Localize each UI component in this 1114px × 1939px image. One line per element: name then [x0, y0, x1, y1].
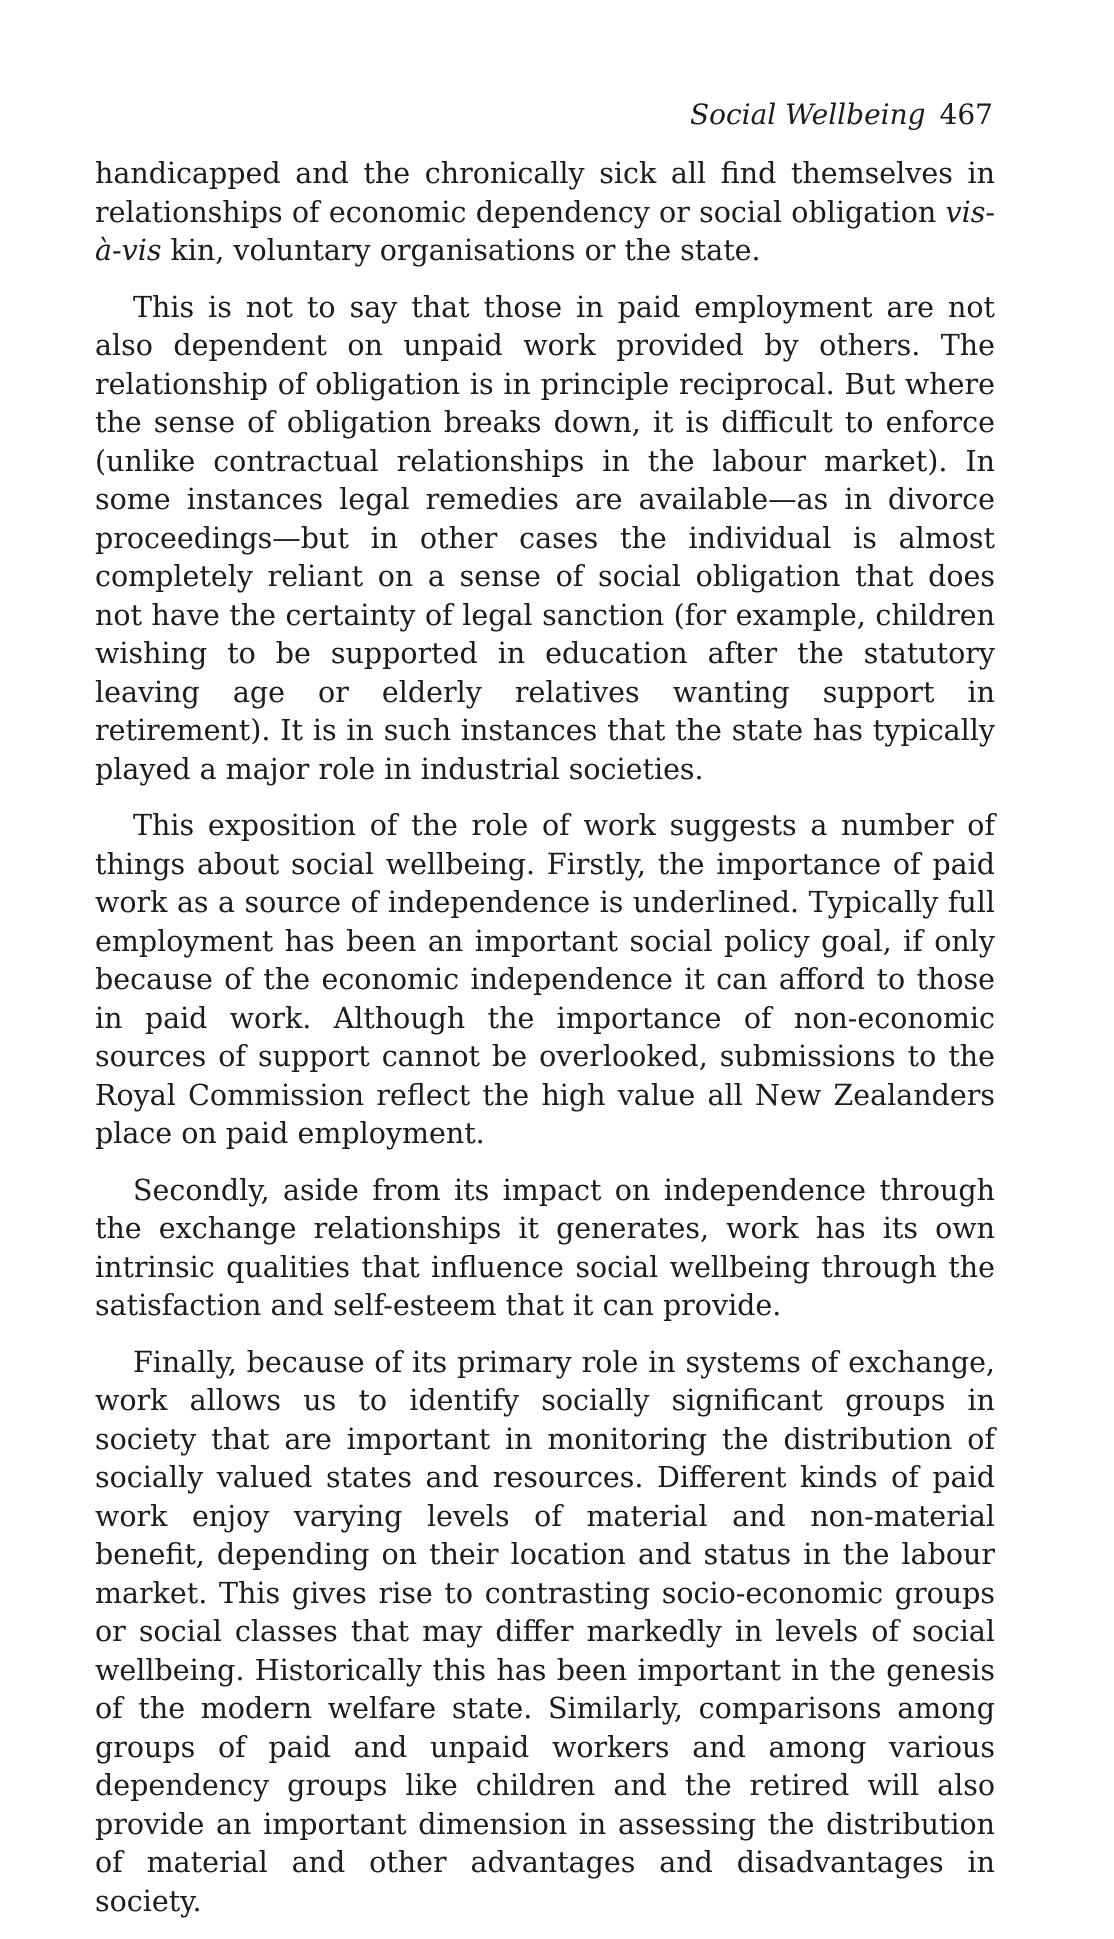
paragraph-4: Secondly, aside from its impact on independence through the exchange relationships it generates, work has its own intrinsic qualities that influence social wellbeing through the satisfaction and self-esteem that it can provide. — [95, 1173, 995, 1322]
paragraph-1-text-b: kin, voluntary organisations or the state. — [161, 234, 761, 267]
paragraph-1-italic-term: vis-à-vis — [95, 195, 995, 267]
running-header — [690, 98, 993, 132]
paragraph-1 — [95, 155, 995, 271]
paragraph-2: This is not to say that those in paid employment are not also dependent on unpaid work provided by others. The relationship of obligation is in principle reciprocal. But where the sense of obligation breaks down, it is difficult to enforce (unlike contractual relationships in the labour market). In some instances legal remedies are available—as in divorce proceedings—but in other cases the individual is almost completely reliant on a sense of social obligation that does not have the certainty of legal sanction (for example, children wishing to be supported in education after the statutory leaving age or elderly relatives wanting support in retirement). It is in such instances that the state has typically played a major role in industrial societies. — [95, 290, 995, 786]
paragraph-3: This exposition of the role of work suggests a number of things about social wellbeing. Firstly, the importance of paid work as a source of independence is underlined. Typically full employment has been an important social policy goal, if only because of the economic independence it can afford to those in paid work. Although the importance of non-economic sources of support cannot be overlooked, submissions to the Royal Commission reflect the high value all New Zealanders place on paid employment. — [95, 809, 995, 1150]
page-number: 467 — [939, 98, 993, 131]
paragraph-5: Finally, because of its primary role in systems of exchange, work allows us to identify socially significant groups in society that are important in monitoring the distribution of socially valued states and resources. Different kinds of paid work enjoy varying levels of material and non-material benefit, depending on their location and status in the labour market. This gives rise to contrasting socio-economic groups or social classes that may differ markedly in levels of social wellbeing. Historically this has been important in the genesis of the modern welfare state. Similarly, comparisons among groups of paid and unpaid workers and among various dependency groups like children and the retired will also provide an important dimension in assessing the distribution of material and other advantages and disadvantages in society. — [95, 1345, 995, 1918]
running-header-title: Social Wellbeing — [689, 98, 926, 131]
paragraph-1-text-a: handicapped and the chronically sick all find themselves in relationships of economic dependency or social obligation — [95, 157, 995, 229]
body-text — [95, 155, 995, 1939]
